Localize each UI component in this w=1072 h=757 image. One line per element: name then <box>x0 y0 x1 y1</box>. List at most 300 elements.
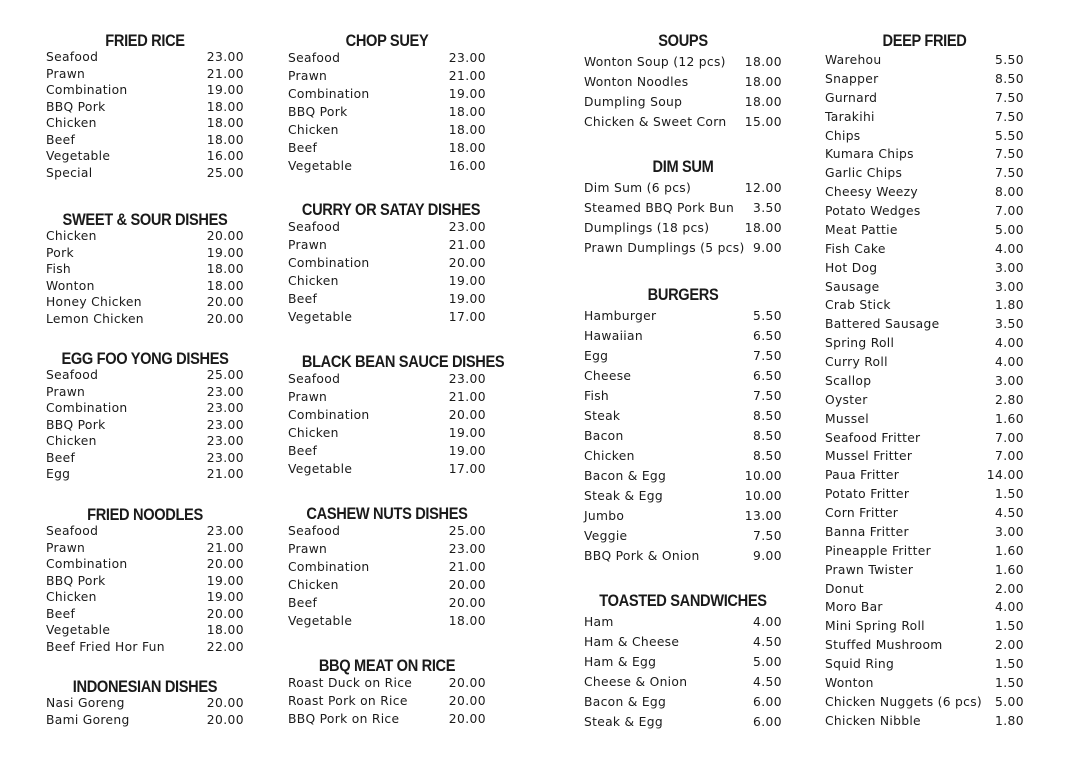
item-name: Beef <box>46 132 76 147</box>
section-deep-fried <box>825 30 1024 731</box>
item-name: Seafood <box>288 220 341 234</box>
item-price: 3.50 <box>753 201 782 215</box>
item-price: 18.00 <box>744 221 782 235</box>
item-price: 23.00 <box>206 417 244 432</box>
item-name: Vegetable <box>288 159 353 173</box>
section-title: BBQ MEAT ON RICE <box>318 656 456 675</box>
item-name: Ham & Cheese <box>584 635 680 649</box>
item-name: Fish <box>584 389 609 403</box>
item-name: Spring Roll <box>825 336 895 351</box>
item-name: Dumplings (18 pcs) <box>584 221 710 235</box>
item-price: 4.50 <box>753 635 782 649</box>
item-price: 19.00 <box>448 444 486 458</box>
section-fried-noodles <box>46 504 244 655</box>
item-name: Roast Pork on Rice <box>288 694 408 708</box>
menu-item-row <box>46 132 244 149</box>
menu-item-row <box>584 306 782 326</box>
item-price: 23.00 <box>206 450 244 465</box>
menu-item-row <box>46 466 244 483</box>
item-name: Steak & Egg <box>584 715 663 729</box>
item-name: Chicken <box>584 449 635 463</box>
item-price: 20.00 <box>206 295 244 309</box>
item-name: Snapper <box>825 71 879 86</box>
menu-item-row <box>825 693 1024 712</box>
item-name: Mussel <box>825 411 869 426</box>
item-name: Beef <box>288 444 318 458</box>
section-title: BURGERS <box>647 285 719 304</box>
item-price: 21.00 <box>206 467 244 481</box>
section-black-bean <box>288 351 505 478</box>
item-price: 19.00 <box>206 83 244 97</box>
item-price: 3.00 <box>995 279 1024 294</box>
menu-item-row <box>46 450 244 467</box>
menu-item-row <box>288 576 486 594</box>
item-price: 8.50 <box>753 429 782 443</box>
item-name: Donut <box>825 581 864 596</box>
menu-item-row <box>46 82 244 99</box>
item-price: 18.00 <box>206 132 244 147</box>
section-title: CURRY OR SATAY DISHES <box>301 200 481 219</box>
menu-item-row <box>825 127 1024 146</box>
item-price: 7.50 <box>753 349 782 363</box>
item-price: 21.00 <box>206 66 244 81</box>
item-price: 18.00 <box>206 116 244 130</box>
menu-item-row <box>46 573 244 590</box>
item-price: 21.00 <box>448 238 486 252</box>
item-price: 20.00 <box>448 256 486 270</box>
item-name: Seafood <box>46 524 99 538</box>
item-price: 23.00 <box>206 50 244 64</box>
item-name: Lemon Chicken <box>46 311 144 326</box>
item-name: Chips <box>825 128 861 143</box>
item-price: 4.00 <box>995 336 1024 351</box>
item-price: 7.50 <box>995 90 1024 105</box>
item-name: Mussel Fritter <box>825 449 913 464</box>
section-title: INDONESIAN DISHES <box>72 677 218 696</box>
item-name: Garlic Chips <box>825 166 903 181</box>
item-price: 6.00 <box>753 715 782 729</box>
item-price: 18.00 <box>448 141 486 155</box>
menu-item-row <box>584 386 782 406</box>
item-price: 18.00 <box>448 123 486 137</box>
item-price: 7.50 <box>753 529 782 543</box>
menu-item-row <box>584 466 782 486</box>
menu-item-row <box>288 612 486 630</box>
menu-item-row <box>584 446 782 466</box>
item-price: 3.00 <box>995 260 1024 275</box>
menu-item-row <box>825 712 1024 731</box>
menu-item-row <box>825 523 1024 542</box>
item-price: 2.00 <box>995 638 1024 653</box>
menu-item-row <box>288 236 486 254</box>
item-list <box>46 523 244 655</box>
item-name: Chicken Nuggets (6 pcs) <box>825 694 983 709</box>
menu-item-row <box>288 254 486 272</box>
item-price: 4.00 <box>753 615 782 629</box>
item-name: Chicken <box>46 116 97 130</box>
menu-item-row <box>584 692 782 712</box>
section-indonesian <box>46 676 244 728</box>
section-title: DEEP FRIED <box>882 31 967 50</box>
item-name: Stuffed Mushroom <box>825 638 943 653</box>
item-price: 22.00 <box>206 639 244 654</box>
item-list <box>288 370 486 478</box>
item-price: 17.00 <box>448 462 486 476</box>
section-soups <box>584 30 782 132</box>
item-name: Potato Wedges <box>825 204 921 218</box>
item-price: 20.00 <box>448 712 486 726</box>
menu-item-row <box>288 442 486 460</box>
item-name: Chicken <box>288 123 339 137</box>
menu-item-row <box>825 372 1024 391</box>
item-list <box>288 522 486 630</box>
item-name: Beef <box>46 606 76 621</box>
item-name: Prawn <box>46 384 86 399</box>
section-bbq-meat <box>288 655 486 728</box>
item-price: 19.00 <box>448 87 486 101</box>
item-price: 8.50 <box>753 449 782 463</box>
item-price: 19.00 <box>448 292 486 306</box>
menu-item-row <box>584 426 782 446</box>
item-name: Combination <box>46 557 128 571</box>
item-price: 18.00 <box>448 105 486 119</box>
item-price: 20.00 <box>448 694 486 708</box>
item-price: 3.00 <box>995 524 1024 539</box>
menu-item-row <box>825 636 1024 655</box>
menu-item-row <box>825 580 1024 599</box>
item-name: Cheese & Onion <box>584 675 688 689</box>
item-name: Egg <box>584 349 609 363</box>
item-price: 8.50 <box>753 409 782 423</box>
item-price: 7.00 <box>995 449 1024 464</box>
item-price: 7.50 <box>753 389 782 403</box>
item-price: 23.00 <box>206 384 244 399</box>
menu-item-row <box>584 712 782 732</box>
item-list <box>46 367 244 483</box>
section-title: SOUPS <box>658 31 708 50</box>
item-price: 8.50 <box>995 71 1024 86</box>
menu-item-row <box>288 139 486 157</box>
menu-item-row <box>288 540 486 558</box>
item-name: Paua Fritter <box>825 468 900 483</box>
item-price: 19.00 <box>206 590 244 604</box>
item-price: 18.00 <box>206 99 244 114</box>
item-price: 7.00 <box>995 430 1024 445</box>
item-price: 4.00 <box>995 355 1024 369</box>
menu-item-row <box>584 366 782 386</box>
item-price: 3.50 <box>995 317 1024 332</box>
item-price: 6.00 <box>753 695 782 709</box>
item-name: Beef <box>288 141 318 155</box>
item-name: Ham <box>584 615 614 629</box>
menu-item-row <box>825 334 1024 353</box>
item-price: 18.00 <box>744 95 782 109</box>
section-title: BLACK BEAN SAUCE DISHES <box>301 352 505 371</box>
item-name: Egg <box>46 467 71 481</box>
item-price: 25.00 <box>206 165 244 180</box>
menu-item-row <box>584 546 782 566</box>
item-name: BBQ Pork <box>46 573 106 588</box>
menu-item-row <box>584 326 782 346</box>
section-chop-suey <box>288 30 486 175</box>
item-price: 5.50 <box>995 53 1024 67</box>
item-list <box>584 306 782 566</box>
item-name: Corn Fritter <box>825 506 899 520</box>
item-name: Meat Pattie <box>825 222 898 237</box>
item-name: Cheese <box>584 369 632 383</box>
menu-item-row <box>825 617 1024 636</box>
item-price: 21.00 <box>448 69 486 83</box>
item-price: 25.00 <box>448 524 486 538</box>
section-title: DIM SUM <box>652 157 714 176</box>
item-name: Hawaiian <box>584 329 643 343</box>
item-name: Special <box>46 165 93 180</box>
item-name: Vegetable <box>288 462 353 476</box>
item-price: 18.00 <box>206 623 244 637</box>
item-price: 20.00 <box>448 408 486 422</box>
item-name: Veggie <box>584 529 628 543</box>
item-name: Seafood Fritter <box>825 430 921 445</box>
item-name: BBQ Pork <box>46 417 106 432</box>
item-price: 1.50 <box>995 619 1024 634</box>
section-curry-satay <box>288 199 486 326</box>
section-title: CHOP SUEY <box>345 31 429 50</box>
item-name: Bacon & Egg <box>584 469 667 483</box>
item-name: Chicken <box>288 578 339 592</box>
item-price: 20.00 <box>206 606 244 621</box>
menu-item-row <box>288 272 486 290</box>
menu-item-row <box>825 221 1024 240</box>
item-name: Moro Bar <box>825 600 883 615</box>
menu-item-row <box>584 672 782 692</box>
item-price: 18.00 <box>206 278 244 293</box>
menu-item-row <box>46 115 244 132</box>
item-price: 9.00 <box>753 549 782 563</box>
item-name: Combination <box>288 256 370 270</box>
item-name: Potato Fritter <box>825 487 910 502</box>
section-title: FRIED RICE <box>105 31 185 50</box>
menu-item-row <box>584 506 782 526</box>
item-price: 7.00 <box>995 204 1024 218</box>
menu-item-row <box>825 296 1024 315</box>
section-sweet-sour <box>46 209 244 327</box>
item-name: Hamburger <box>584 309 657 323</box>
item-name: Ham & Egg <box>584 655 657 669</box>
item-price: 23.00 <box>448 51 486 65</box>
menu-item-row <box>46 556 244 573</box>
item-price: 4.50 <box>995 506 1024 520</box>
section-fried-rice <box>46 30 244 181</box>
section-title: SWEET & SOUR DISHES <box>62 210 228 229</box>
item-price: 1.60 <box>995 562 1024 577</box>
item-price: 23.00 <box>448 542 486 556</box>
menu-item-row <box>46 540 244 557</box>
item-name: Beef Fried Hor Fun <box>46 639 165 654</box>
item-name: Bacon & Egg <box>584 695 667 709</box>
item-name: Battered Sausage <box>825 317 940 332</box>
item-name: Prawn Dumplings (5 pcs) <box>584 241 745 255</box>
menu-item-row <box>825 240 1024 259</box>
item-name: Prawn <box>288 390 328 404</box>
menu-item-row <box>825 278 1024 297</box>
item-name: Steamed BBQ Pork Bun <box>584 201 735 215</box>
item-name: Prawn <box>288 69 328 83</box>
menu-item-row <box>46 294 244 311</box>
item-name: Vegetable <box>46 149 111 163</box>
item-price: 21.00 <box>448 560 486 574</box>
item-name: Prawn Twister <box>825 562 914 577</box>
item-name: Seafood <box>288 524 341 538</box>
item-name: Wonton <box>825 675 874 690</box>
item-name: Scallop <box>825 373 872 388</box>
item-list <box>584 52 782 132</box>
item-list <box>584 612 782 732</box>
menu-item-row <box>46 165 244 182</box>
item-name: Mini Spring Roll <box>825 619 925 634</box>
item-name: Sausage <box>825 279 880 294</box>
menu-item-row <box>46 384 244 401</box>
item-name: Beef <box>46 450 76 465</box>
item-name: Oyster <box>825 392 868 407</box>
item-name: Pork <box>46 245 74 260</box>
menu-item-row <box>584 72 782 92</box>
item-price: 23.00 <box>206 401 244 415</box>
item-name: Prawn <box>46 66 86 81</box>
section-egg-foo-yong <box>46 348 244 483</box>
menu-item-row <box>288 157 486 175</box>
section-cashew <box>288 503 486 630</box>
item-price: 20.00 <box>206 557 244 571</box>
menu-item-row <box>584 178 782 198</box>
menu-item-row <box>288 424 486 442</box>
item-name: Chicken & Sweet Corn <box>584 115 727 129</box>
menu-item-row <box>584 92 782 112</box>
item-price: 4.00 <box>995 241 1024 256</box>
item-price: 15.00 <box>744 115 782 129</box>
item-name: Combination <box>46 401 128 415</box>
item-name: Chicken <box>288 274 339 288</box>
item-price: 8.00 <box>995 185 1024 200</box>
menu-item-row <box>825 259 1024 278</box>
menu-item-row <box>825 202 1024 221</box>
item-name: Wonton Noodles <box>584 75 689 89</box>
section-title: FRIED NOODLES <box>87 505 203 524</box>
menu-item-row <box>584 112 782 132</box>
item-price: 2.00 <box>995 581 1024 596</box>
item-price: 4.50 <box>753 675 782 689</box>
item-name: Fish <box>46 262 71 276</box>
menu-item-row <box>825 183 1024 202</box>
menu-item-row <box>288 85 486 103</box>
item-name: Banna Fritter <box>825 524 909 539</box>
menu-item-row <box>825 410 1024 429</box>
item-name: Pineapple Fritter <box>825 543 931 558</box>
item-price: 1.50 <box>995 657 1024 671</box>
item-price: 14.00 <box>986 468 1024 483</box>
item-name: Honey Chicken <box>46 295 142 309</box>
item-name: Roast Duck on Rice <box>288 676 413 690</box>
item-price: 12.00 <box>744 181 782 195</box>
item-price: 16.00 <box>448 159 486 173</box>
item-name: BBQ Pork on Rice <box>288 712 400 726</box>
item-price: 1.80 <box>995 713 1024 728</box>
item-price: 5.00 <box>995 694 1024 709</box>
item-name: Nasi Goreng <box>46 696 125 710</box>
item-price: 1.60 <box>995 411 1024 426</box>
section-toasted-sandwiches <box>584 590 782 732</box>
item-list <box>46 228 244 327</box>
item-list <box>288 674 486 728</box>
item-list <box>288 49 486 175</box>
menu-item-row <box>825 561 1024 580</box>
menu-item-row <box>584 486 782 506</box>
menu-item-row <box>825 145 1024 164</box>
section-title: CASHEW NUTS DISHES <box>306 504 468 523</box>
menu-item-row <box>825 674 1024 693</box>
item-price: 23.00 <box>448 220 486 234</box>
menu-item-row <box>46 245 244 262</box>
menu-item-row <box>46 311 244 328</box>
section-title: EGG FOO YONG DISHES <box>61 349 229 368</box>
item-name: Combination <box>288 408 370 422</box>
item-price: 20.00 <box>206 712 244 727</box>
item-name: Prawn <box>288 238 328 252</box>
item-name: Dim Sum (6 pcs) <box>584 181 692 195</box>
menu-item-row <box>46 622 244 639</box>
menu-item-row <box>825 429 1024 448</box>
menu-item-row <box>288 692 486 710</box>
item-price: 18.00 <box>744 75 782 89</box>
item-price: 6.50 <box>753 329 782 343</box>
menu-item-row <box>584 238 782 258</box>
item-name: Cheesy Weezy <box>825 185 919 200</box>
menu-item-row <box>825 504 1024 523</box>
item-name: Combination <box>288 560 370 574</box>
menu-item-row <box>584 346 782 366</box>
item-name: BBQ Pork & Onion <box>584 549 700 563</box>
item-price: 5.00 <box>753 655 782 669</box>
menu-item-row <box>584 526 782 546</box>
item-name: Chicken <box>288 426 339 440</box>
item-name: Kumara Chips <box>825 147 914 162</box>
item-name: Warehou <box>825 53 882 67</box>
menu-item-row <box>825 108 1024 127</box>
item-price: 19.00 <box>206 245 244 260</box>
item-name: Wonton Soup (12 pcs) <box>584 55 726 69</box>
menu-item-row <box>288 121 486 139</box>
item-price: 20.00 <box>448 676 486 690</box>
item-name: BBQ Pork <box>46 99 106 114</box>
item-price: 5.50 <box>995 128 1024 143</box>
menu-item-row <box>288 308 486 326</box>
item-name: Steak <box>584 409 621 423</box>
menu-item-row <box>825 655 1024 674</box>
menu-item-row <box>46 639 244 656</box>
menu-item-row <box>288 388 486 406</box>
item-name: Chicken <box>46 229 97 243</box>
item-name: Squid Ring <box>825 657 895 671</box>
menu-item-row <box>825 542 1024 561</box>
item-name: Curry Roll <box>825 355 888 369</box>
menu-item-row <box>825 391 1024 410</box>
item-name: Vegetable <box>46 623 111 637</box>
item-price: 19.00 <box>448 274 486 288</box>
menu-item-row <box>288 103 486 121</box>
item-name: BBQ Pork <box>288 105 348 119</box>
item-price: 17.00 <box>448 310 486 324</box>
menu-item-row <box>46 66 244 83</box>
item-price: 20.00 <box>206 696 244 710</box>
